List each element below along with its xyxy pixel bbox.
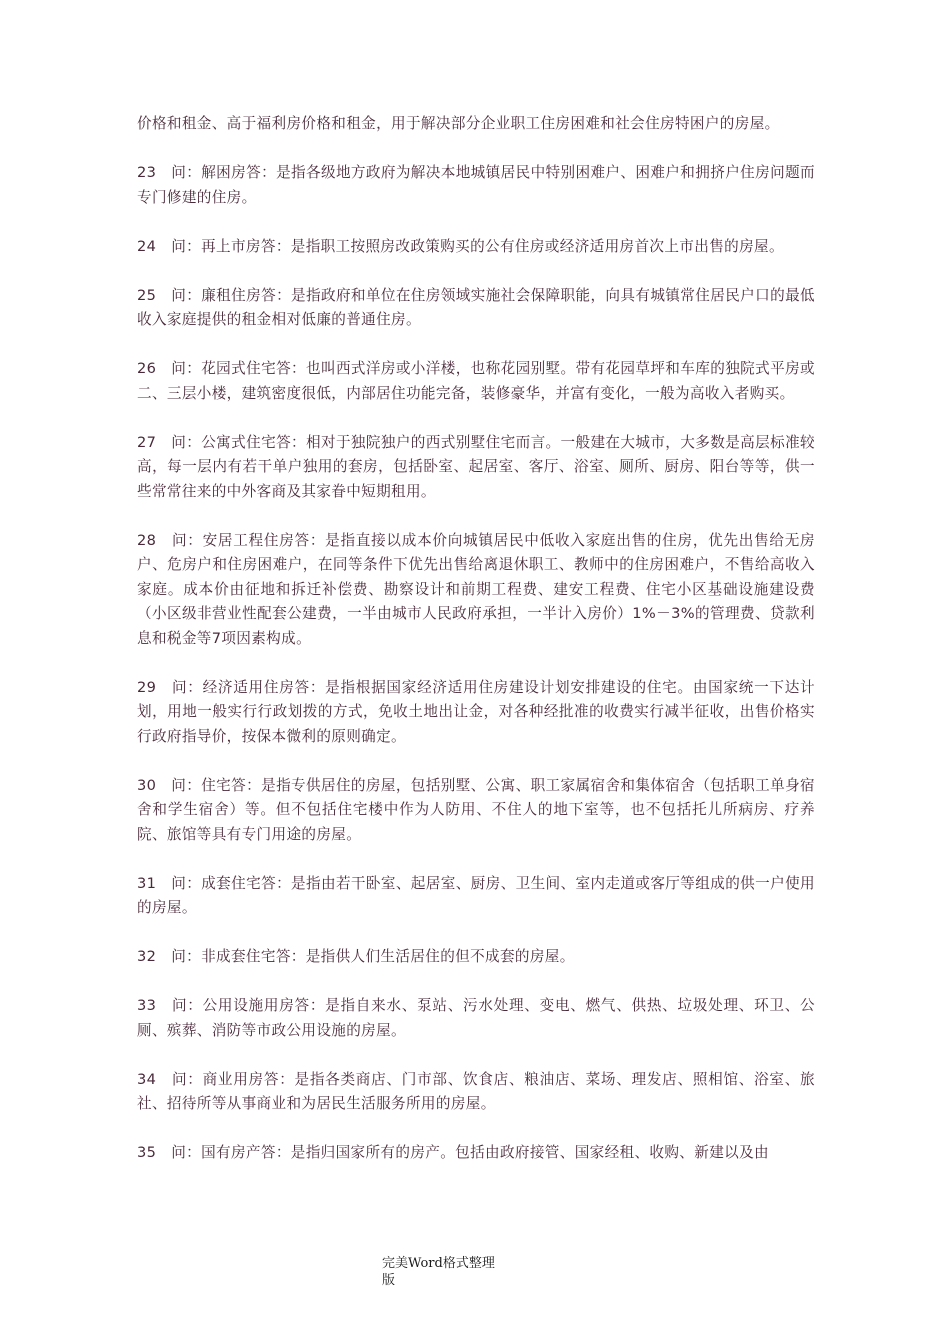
paragraph: 30 问：住宅答：是指专供居住的房屋，包括别墅、公寓、职工家属宿舍和集体宿舍（包括职工单身宿舍和学生宿舍）等。但不包括住宅楼中作为人防用、不住人的地下室等，也不包括托儿所病房、疗养院、旅馆等具有专门用途的房屋。 <box>137 776 815 843</box>
paragraph: 32 问：非成套住宅答：是指供人们生活居住的但不成套的房屋。 <box>137 948 575 965</box>
paragraph: 25 问：廉租住房答：是指政府和单位在住房领域实施社会保障职能，向具有城镇常住居民户口的最低收入家庭提供的租金相对低廉的普通住房。 <box>137 286 815 328</box>
page-footer <box>382 1255 512 1289</box>
paragraph: 35 问：国有房产答：是指归国家所有的房产。包括由政府接管、国家经租、收购、新建以及由 <box>137 1144 769 1161</box>
paragraph: 33 问：公用设施用房答：是指自来水、泵站、污水处理、变电、燃气、供热、垃圾处理、环卫、公厕、殡葬、消防等市政公用设施的房屋。 <box>137 997 815 1039</box>
paragraph: 23 问：解困房答：是指各级地方政府为解决本地城镇居民中特别困难户、困难户和拥挤户住房问题而专门修建的住房。 <box>137 164 815 206</box>
paragraph: 27 问：公寓式住宅答：相对于独院独户的西式别墅住宅而言。一般建在大城市，大多数是高层标准较高，每一层内有若干单户独用的套房，包括卧室、起居室、客厅、浴室、厕所、厨房、阳台等等，供一些常常往来的中外客商及其家眷中短期租用。 <box>137 433 815 500</box>
paragraph: 26 问：花园式住宅答：也叫西式洋房或小洋楼，也称花园别墅。带有花园草坪和车库的独院式平房或二、三层小楼，建筑密度很低，内部居住功能完备，装修豪华，并富有变化，一般为高收入者购买。 <box>137 360 815 402</box>
footer-line: 完美Word格式整理 <box>382 1256 495 1271</box>
paragraph: 28 问：安居工程住房答：是指直接以成本价向城镇居民中低收入家庭出售的住房，优先出售给无房户、危房户和住房困难户，在同等条件下优先出售给离退休职工、教师中的住房困难户，不售给高收入家庭。成本价由征地和拆迁补偿费、勘察设计和前期工程费、建安工程费、住宅小区基础设施建设费（小区级非营业性配套公建费，一半由城市人民政府承担，一半计入房价）1%－3%的管理费、贷款利息和税金等7项因素构成。 <box>137 531 815 647</box>
footer-line: 版 <box>382 1273 396 1288</box>
paragraph: 31 问：成套住宅答：是指由若干卧室、起居室、厨房、卫生间、室内走道或客厅等组成的供一户使用的房屋。 <box>137 874 815 916</box>
paragraph: 29 问：经济适用住房答：是指根据国家经济适用住房建设计划安排建设的住宅。由国家统一下达计划，用地一般实行行政划拨的方式，免收土地出让金，对各种经批准的收费实行减半征收，出售价格实行政府指导价，按保本微利的原则确定。 <box>137 678 815 745</box>
paragraph: 24 问：再上市房答：是指职工按照房改政策购买的公有住房或经济适用房首次上市出售的房屋。 <box>137 237 784 255</box>
paragraph: 价格和租金、高于福利房价格和租金，用于解决部分企业职工住房困难和社会住房特困户的房屋。 <box>137 115 780 132</box>
document-body <box>137 112 815 1190</box>
paragraph: 34 问：商业用房答：是指各类商店、门市部、饮食店、粮油店、菜场、理发店、照相馆、浴室、旅社、招待所等从事商业和为居民生活服务所用的房屋。 <box>137 1070 815 1112</box>
